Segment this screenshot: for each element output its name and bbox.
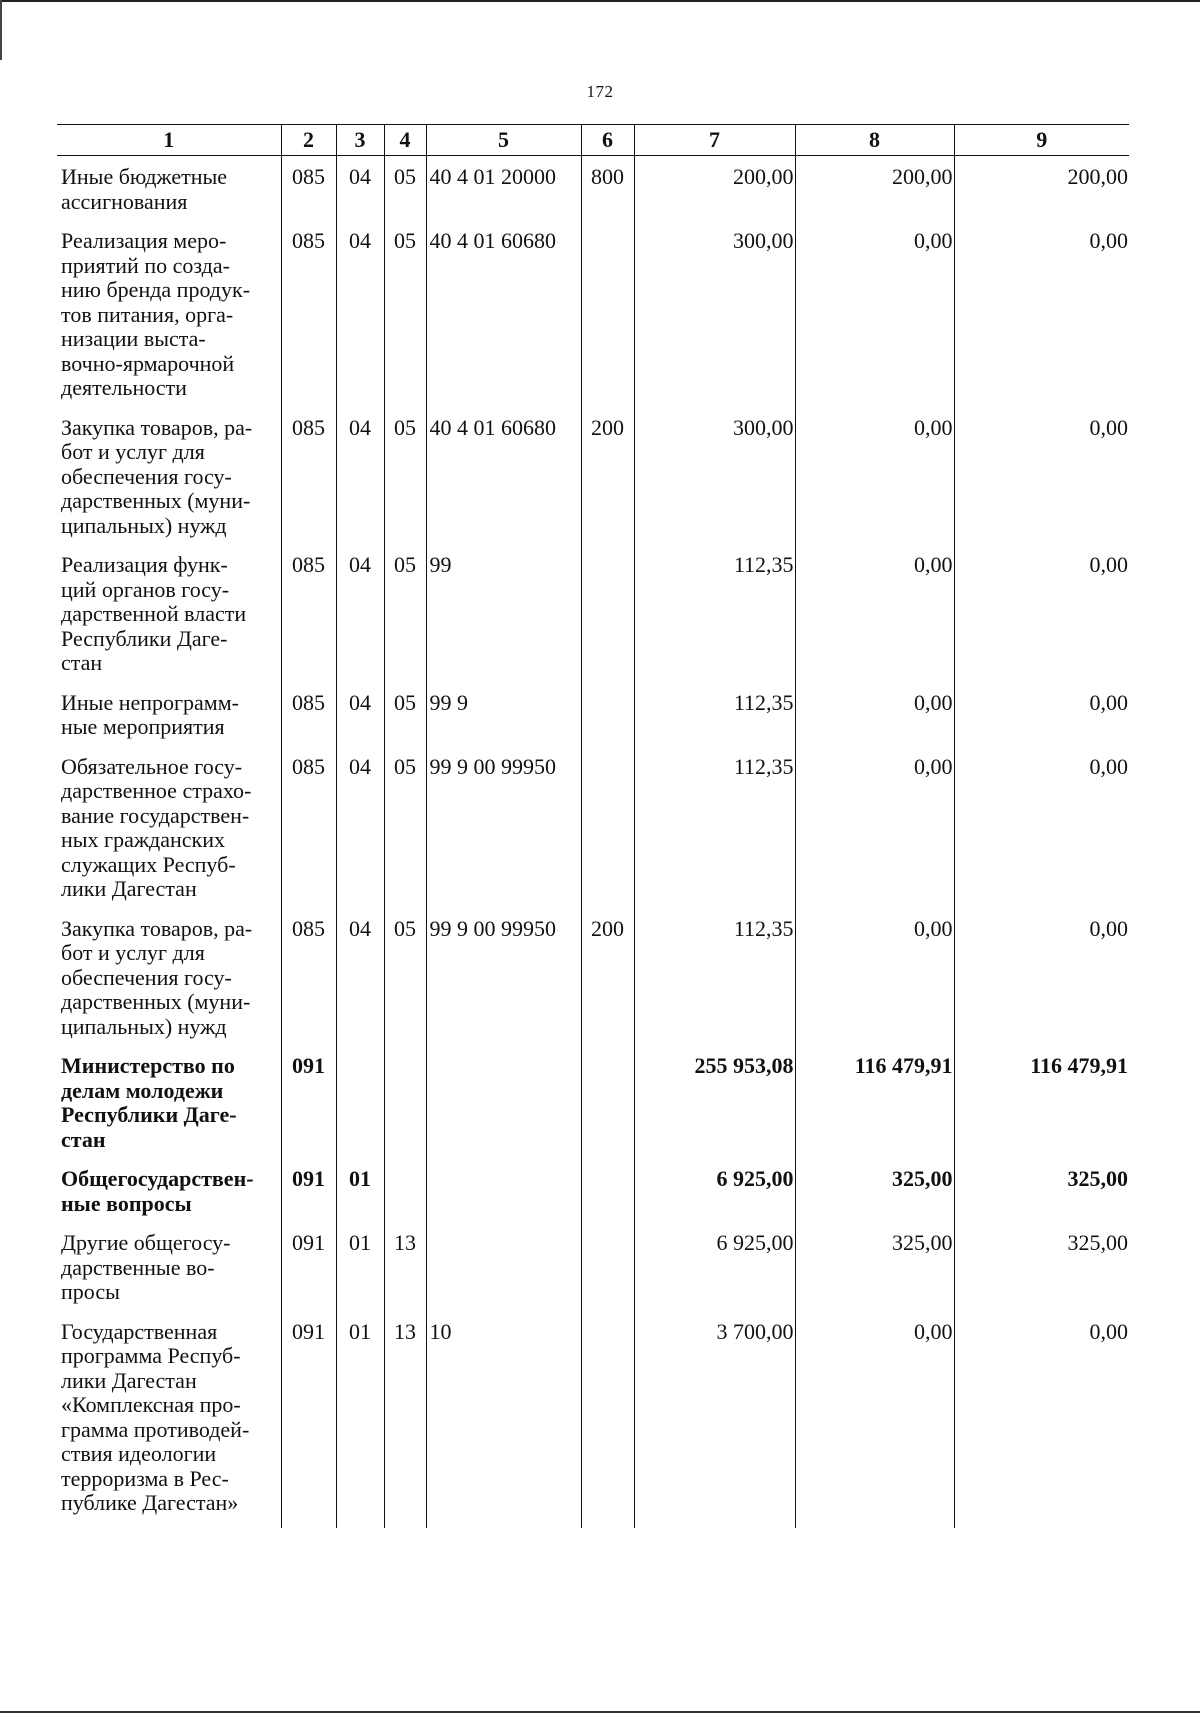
section-code-cell: 04 bbox=[336, 156, 384, 227]
row-name-cell: Реализация меро- приятий по созда- нию бренда продук- тов питания, орга- низации выста- вочно-ярмарочной деятельности bbox=[61, 228, 251, 400]
expense-type-cell: 200 bbox=[581, 413, 634, 551]
header-cell: 6 bbox=[581, 125, 634, 156]
header-cell: 2 bbox=[281, 125, 336, 156]
target-article-cell: 99 9 00 99950 bbox=[426, 752, 581, 914]
amount-col9-cell: 325,00 bbox=[954, 1164, 1129, 1228]
expense-type-cell bbox=[581, 550, 634, 688]
table-row bbox=[57, 688, 1129, 752]
table-row bbox=[57, 226, 1129, 413]
expense-type-cell: 200 bbox=[581, 914, 634, 1052]
glavbk-code-cell: 085 bbox=[281, 550, 336, 688]
amount-col8-cell: 0,00 bbox=[795, 914, 954, 1052]
subsection-code-cell: 05 bbox=[384, 550, 426, 688]
amount-col9-cell: 0,00 bbox=[954, 752, 1129, 914]
budget-table bbox=[57, 124, 1129, 1528]
scan-left-edge bbox=[0, 0, 2, 60]
amount-col9-cell: 0,00 bbox=[954, 550, 1129, 688]
target-article-cell bbox=[426, 1051, 581, 1164]
amount-col8-cell: 0,00 bbox=[795, 1317, 954, 1528]
target-article-cell: 40 4 01 60680 bbox=[426, 413, 581, 551]
amount-col8-cell: 325,00 bbox=[795, 1228, 954, 1317]
target-article-cell: 99 9 00 99950 bbox=[426, 914, 581, 1052]
row-name-cell: Закупка товаров, ра- бот и услуг для обеспечения госу- дарственных (муни- ципальных) нужд bbox=[61, 414, 253, 538]
scan-top-edge bbox=[0, 0, 1200, 2]
subsection-code-cell bbox=[384, 1164, 426, 1228]
glavbk-code-cell: 091 bbox=[281, 1051, 336, 1164]
amount-col8-cell: 0,00 bbox=[795, 550, 954, 688]
row-name-cell: Министерство по делам молодежи Республики Даге- стан bbox=[61, 1053, 237, 1152]
page-number: 172 bbox=[586, 82, 614, 101]
expense-type-cell bbox=[581, 1051, 634, 1164]
amount-col9-cell: 0,00 bbox=[954, 914, 1129, 1052]
expense-type-cell bbox=[581, 1228, 634, 1317]
table-row bbox=[57, 156, 1129, 227]
row-name-cell: Другие общегосу- дарственные во- просы bbox=[61, 1230, 231, 1304]
glavbk-code-cell: 085 bbox=[281, 226, 336, 413]
amount-col9-cell: 0,00 bbox=[954, 688, 1129, 752]
subsection-code-cell: 05 bbox=[384, 156, 426, 227]
subsection-code-cell: 13 bbox=[384, 1228, 426, 1317]
section-code-cell: 04 bbox=[336, 550, 384, 688]
amount-col9-cell: 0,00 bbox=[954, 1317, 1129, 1528]
table-row bbox=[57, 1051, 1129, 1164]
section-code-cell bbox=[336, 1051, 384, 1164]
section-code-cell: 01 bbox=[336, 1317, 384, 1528]
glavbk-code-cell: 091 bbox=[281, 1228, 336, 1317]
amount-col7-cell: 112,35 bbox=[634, 914, 795, 1052]
section-code-cell: 04 bbox=[336, 688, 384, 752]
amount-col9-cell: 200,00 bbox=[954, 156, 1129, 227]
table-row bbox=[57, 1317, 1129, 1528]
amount-col8-cell: 116 479,91 bbox=[795, 1051, 954, 1164]
glavbk-code-cell: 085 bbox=[281, 752, 336, 914]
glavbk-code-cell: 085 bbox=[281, 914, 336, 1052]
row-name-cell: Реализация функ- ций органов госу- дарственной власти Республики Даге- стан bbox=[61, 552, 247, 675]
table-row bbox=[57, 752, 1129, 914]
header-cell: 7 bbox=[634, 125, 795, 156]
target-article-cell: 99 bbox=[426, 550, 581, 688]
subsection-code-cell: 05 bbox=[384, 688, 426, 752]
header-cell: 5 bbox=[426, 125, 581, 156]
target-article-cell: 40 4 01 60680 bbox=[426, 226, 581, 413]
amount-col8-cell: 325,00 bbox=[795, 1164, 954, 1228]
row-name-cell: Государственная программа Респуб- лики Дагестан «Комплексная про- грамма противодей- ствия идеологии терроризма в Рес- публике Дагестан» bbox=[61, 1318, 250, 1515]
amount-col9-cell: 0,00 bbox=[954, 226, 1129, 413]
amount-col9-cell: 0,00 bbox=[954, 413, 1129, 551]
target-article-cell: 10 bbox=[426, 1317, 581, 1528]
expense-type-cell bbox=[581, 226, 634, 413]
header-cell: 9 bbox=[954, 125, 1129, 156]
subsection-code-cell: 05 bbox=[384, 752, 426, 914]
amount-col8-cell: 0,00 bbox=[795, 752, 954, 914]
expense-type-cell bbox=[581, 752, 634, 914]
amount-col7-cell: 200,00 bbox=[634, 156, 795, 227]
glavbk-code-cell: 085 bbox=[281, 688, 336, 752]
amount-col7-cell: 112,35 bbox=[634, 688, 795, 752]
header-cell: 1 bbox=[57, 125, 281, 156]
row-name-cell: Иные бюджетные ассигнования bbox=[61, 164, 228, 214]
row-name-cell: Закупка товаров, ра- бот и услуг для обеспечения госу- дарственных (муни- ципальных) нужд bbox=[61, 915, 253, 1039]
amount-col7-cell: 300,00 bbox=[634, 226, 795, 413]
amount-col7-cell: 255 953,08 bbox=[634, 1051, 795, 1164]
target-article-cell bbox=[426, 1164, 581, 1228]
amount-col7-cell: 6 925,00 bbox=[634, 1228, 795, 1317]
subsection-code-cell: 13 bbox=[384, 1317, 426, 1528]
target-article-cell bbox=[426, 1228, 581, 1317]
glavbk-code-cell: 091 bbox=[281, 1317, 336, 1528]
table-row bbox=[57, 1228, 1129, 1317]
table-row bbox=[57, 413, 1129, 551]
row-name-cell: Общегосударствен- ные вопросы bbox=[61, 1166, 254, 1216]
amount-col9-cell: 116 479,91 bbox=[954, 1051, 1129, 1164]
table-row bbox=[57, 1164, 1129, 1228]
expense-type-cell bbox=[581, 1164, 634, 1228]
glavbk-code-cell: 085 bbox=[281, 413, 336, 551]
subsection-code-cell bbox=[384, 1051, 426, 1164]
section-code-cell: 04 bbox=[336, 413, 384, 551]
row-name-cell: Иные непрограмм- ные мероприятия bbox=[61, 689, 239, 739]
header-cell: 3 bbox=[336, 125, 384, 156]
target-article-cell: 99 9 bbox=[426, 688, 581, 752]
section-code-cell: 04 bbox=[336, 914, 384, 1052]
subsection-code-cell: 05 bbox=[384, 914, 426, 1052]
glavbk-code-cell: 085 bbox=[281, 156, 336, 227]
section-code-cell: 01 bbox=[336, 1228, 384, 1317]
expense-type-cell bbox=[581, 688, 634, 752]
target-article-cell: 40 4 01 20000 bbox=[426, 156, 581, 227]
section-code-cell: 04 bbox=[336, 226, 384, 413]
amount-col7-cell: 112,35 bbox=[634, 550, 795, 688]
header-cell: 8 bbox=[795, 125, 954, 156]
row-name-cell: Обязательное госу- дарственное страхо- вание государствен- ных гражданских служащих Респуб- лики Дагестан bbox=[61, 753, 252, 901]
amount-col7-cell: 6 925,00 bbox=[634, 1164, 795, 1228]
section-code-cell: 04 bbox=[336, 752, 384, 914]
glavbk-code-cell: 091 bbox=[281, 1164, 336, 1228]
subsection-code-cell: 05 bbox=[384, 226, 426, 413]
expense-type-cell: 800 bbox=[581, 156, 634, 227]
table-header-row bbox=[57, 125, 1129, 156]
scan-bottom-edge bbox=[0, 1711, 1200, 1713]
amount-col7-cell: 3 700,00 bbox=[634, 1317, 795, 1528]
amount-col7-cell: 300,00 bbox=[634, 413, 795, 551]
subsection-code-cell: 05 bbox=[384, 413, 426, 551]
amount-col8-cell: 0,00 bbox=[795, 226, 954, 413]
amount-col7-cell: 112,35 bbox=[634, 752, 795, 914]
header-cell: 4 bbox=[384, 125, 426, 156]
table-row bbox=[57, 550, 1129, 688]
amount-col8-cell: 0,00 bbox=[795, 688, 954, 752]
amount-col8-cell: 0,00 bbox=[795, 413, 954, 551]
expense-type-cell bbox=[581, 1317, 634, 1528]
amount-col9-cell: 325,00 bbox=[954, 1228, 1129, 1317]
amount-col8-cell: 200,00 bbox=[795, 156, 954, 227]
section-code-cell: 01 bbox=[336, 1164, 384, 1228]
table-row bbox=[57, 914, 1129, 1052]
